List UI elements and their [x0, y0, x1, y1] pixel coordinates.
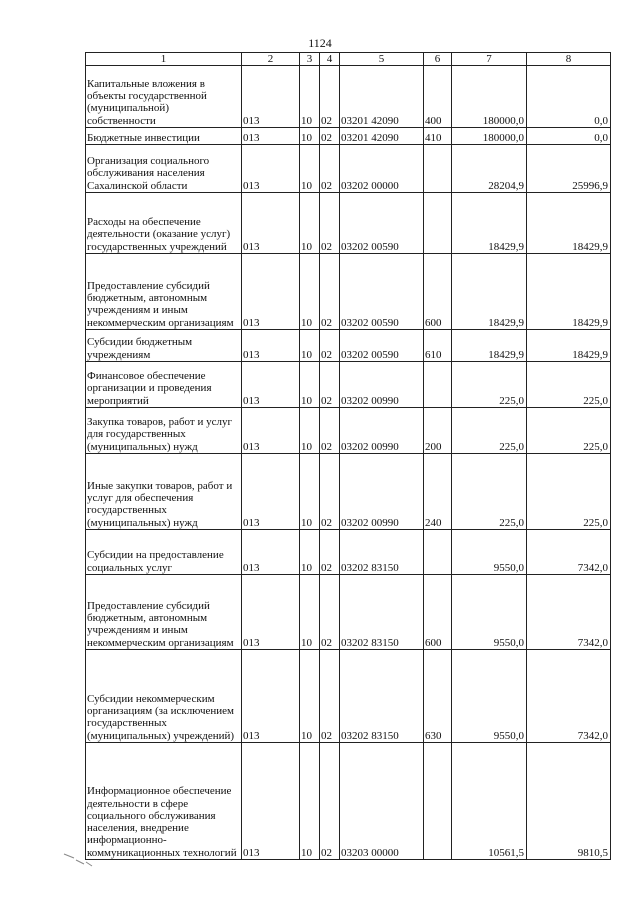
- subsection-code: 02: [320, 454, 340, 530]
- amount-col8: 18429,9: [527, 193, 611, 254]
- header-cell: 2: [242, 53, 300, 66]
- expense-name: Бюджетные инвестиции: [86, 128, 242, 145]
- expense-name: Капитальные вложения в объекты государственной (муниципальной) собственности: [86, 66, 242, 128]
- subsection-code: 02: [320, 254, 340, 330]
- header-cell: 6: [424, 53, 452, 66]
- ministry-code: 013: [242, 362, 300, 408]
- amount-col7: 18429,9: [452, 330, 527, 362]
- section-code: 10: [300, 66, 320, 128]
- table-row: [86, 575, 611, 650]
- expense-name: Расходы на обеспечение деятельности (оказание услуг) государственных учреждений: [86, 193, 242, 254]
- section-code: 10: [300, 193, 320, 254]
- expense-name: Субсидии на предоставление социальных услуг: [86, 530, 242, 575]
- amount-col7: 9550,0: [452, 530, 527, 575]
- expense-type-code: 400: [424, 66, 452, 128]
- amount-col8: 7342,0: [527, 530, 611, 575]
- header-cell: 5: [340, 53, 424, 66]
- amount-col7: 9550,0: [452, 650, 527, 743]
- subsection-code: 02: [320, 66, 340, 128]
- ministry-code: 013: [242, 330, 300, 362]
- amount-col8: 7342,0: [527, 575, 611, 650]
- section-code: 10: [300, 362, 320, 408]
- amount-col7: 10561,5: [452, 743, 527, 860]
- amount-col7: 180000,0: [452, 128, 527, 145]
- amount-col8: 0,0: [527, 66, 611, 128]
- amount-col7: 225,0: [452, 454, 527, 530]
- expense-name: Иные закупки товаров, работ и услуг для обеспечения государственных (муниципальных) нужд: [86, 454, 242, 530]
- target-article-code: 03202 00590: [340, 254, 424, 330]
- expense-type-code: 610: [424, 330, 452, 362]
- expense-name: Закупка товаров, работ и услуг для государственных (муниципальных) нужд: [86, 408, 242, 454]
- target-article-code: 03201 42090: [340, 66, 424, 128]
- subsection-code: 02: [320, 330, 340, 362]
- amount-col7: 28204,9: [452, 145, 527, 193]
- expense-type-code: 600: [424, 575, 452, 650]
- header-row: [86, 53, 611, 66]
- section-code: 10: [300, 530, 320, 575]
- table-row: [86, 330, 611, 362]
- target-article-code: 03201 42090: [340, 128, 424, 145]
- expense-type-code: 410: [424, 128, 452, 145]
- expense-type-code: [424, 145, 452, 193]
- ministry-code: 013: [242, 128, 300, 145]
- amount-col8: 0,0: [527, 128, 611, 145]
- table-row: [86, 408, 611, 454]
- subsection-code: 02: [320, 408, 340, 454]
- subsection-code: 02: [320, 650, 340, 743]
- amount-col7: 18429,9: [452, 193, 527, 254]
- ministry-code: 013: [242, 408, 300, 454]
- expense-name: Финансовое обеспечение организации и проведения мероприятий: [86, 362, 242, 408]
- subsection-code: 02: [320, 128, 340, 145]
- section-code: 10: [300, 145, 320, 193]
- budget-table: [85, 52, 611, 860]
- amount-col8: 225,0: [527, 362, 611, 408]
- subsection-code: 02: [320, 530, 340, 575]
- table-row: [86, 66, 611, 128]
- target-article-code: 03202 83150: [340, 575, 424, 650]
- section-code: 10: [300, 128, 320, 145]
- subsection-code: 02: [320, 145, 340, 193]
- expense-type-code: 200: [424, 408, 452, 454]
- table-row: [86, 362, 611, 408]
- expense-type-code: [424, 193, 452, 254]
- target-article-code: 03203 00000: [340, 743, 424, 860]
- table-row: [86, 530, 611, 575]
- ministry-code: 013: [242, 193, 300, 254]
- header-cell: 4: [320, 53, 340, 66]
- table-row: [86, 743, 611, 860]
- table-row: [86, 145, 611, 193]
- header-cell: 7: [452, 53, 527, 66]
- expense-name: Организация социального обслуживания населения Сахалинской области: [86, 145, 242, 193]
- page-number: 1124: [308, 36, 332, 50]
- section-code: 10: [300, 408, 320, 454]
- ministry-code: 013: [242, 650, 300, 743]
- section-code: 10: [300, 575, 320, 650]
- amount-col8: 18429,9: [527, 330, 611, 362]
- section-code: 10: [300, 650, 320, 743]
- target-article-code: 03202 83150: [340, 650, 424, 743]
- section-code: 10: [300, 743, 320, 860]
- expense-name: Информационное обеспечение деятельности в сфере социального обслуживания населения, внедрение информационно-коммуникационных технологий: [86, 743, 242, 860]
- target-article-code: 03202 83150: [340, 530, 424, 575]
- amount-col8: 225,0: [527, 408, 611, 454]
- target-article-code: 03202 00590: [340, 193, 424, 254]
- amount-col8: 25996,9: [527, 145, 611, 193]
- section-code: 10: [300, 254, 320, 330]
- expense-type-code: 240: [424, 454, 452, 530]
- target-article-code: 03202 00590: [340, 330, 424, 362]
- table-row: [86, 254, 611, 330]
- header-cell: 3: [300, 53, 320, 66]
- ministry-code: 013: [242, 454, 300, 530]
- table-row: [86, 193, 611, 254]
- ministry-code: 013: [242, 743, 300, 860]
- expense-type-code: [424, 362, 452, 408]
- target-article-code: 03202 00990: [340, 362, 424, 408]
- header-cell: 1: [86, 53, 242, 66]
- target-article-code: 03202 00990: [340, 408, 424, 454]
- expense-type-code: [424, 530, 452, 575]
- subsection-code: 02: [320, 193, 340, 254]
- amount-col7: 225,0: [452, 362, 527, 408]
- amount-col7: 18429,9: [452, 254, 527, 330]
- table-row: [86, 650, 611, 743]
- target-article-code: 03202 00000: [340, 145, 424, 193]
- expense-type-code: [424, 743, 452, 860]
- subsection-code: 02: [320, 743, 340, 860]
- amount-col7: 225,0: [452, 408, 527, 454]
- amount-col8: 18429,9: [527, 254, 611, 330]
- subsection-code: 02: [320, 575, 340, 650]
- ministry-code: 013: [242, 66, 300, 128]
- amount-col7: 9550,0: [452, 575, 527, 650]
- amount-col8: 7342,0: [527, 650, 611, 743]
- amount-col8: 9810,5: [527, 743, 611, 860]
- section-code: 10: [300, 330, 320, 362]
- header-cell: 8: [527, 53, 611, 66]
- expense-type-code: 600: [424, 254, 452, 330]
- ministry-code: 013: [242, 575, 300, 650]
- subsection-code: 02: [320, 362, 340, 408]
- expense-name: Субсидии некоммерческим организациям (за исключением государственных (муниципальных) учреждений): [86, 650, 242, 743]
- expense-type-code: 630: [424, 650, 452, 743]
- ministry-code: 013: [242, 254, 300, 330]
- table-row: [86, 128, 611, 145]
- ministry-code: 013: [242, 145, 300, 193]
- expense-name: Субсидии бюджетным учреждениям: [86, 330, 242, 362]
- scan-artifact: [62, 848, 102, 868]
- amount-col8: 225,0: [527, 454, 611, 530]
- expense-name: Предоставление субсидий бюджетным, автономным учреждениям и иным некоммерческим организациям: [86, 254, 242, 330]
- ministry-code: 013: [242, 530, 300, 575]
- expense-name: Предоставление субсидий бюджетным, автономным учреждениям и иным некоммерческим организациям: [86, 575, 242, 650]
- target-article-code: 03202 00990: [340, 454, 424, 530]
- section-code: 10: [300, 454, 320, 530]
- amount-col7: 180000,0: [452, 66, 527, 128]
- table-row: [86, 454, 611, 530]
